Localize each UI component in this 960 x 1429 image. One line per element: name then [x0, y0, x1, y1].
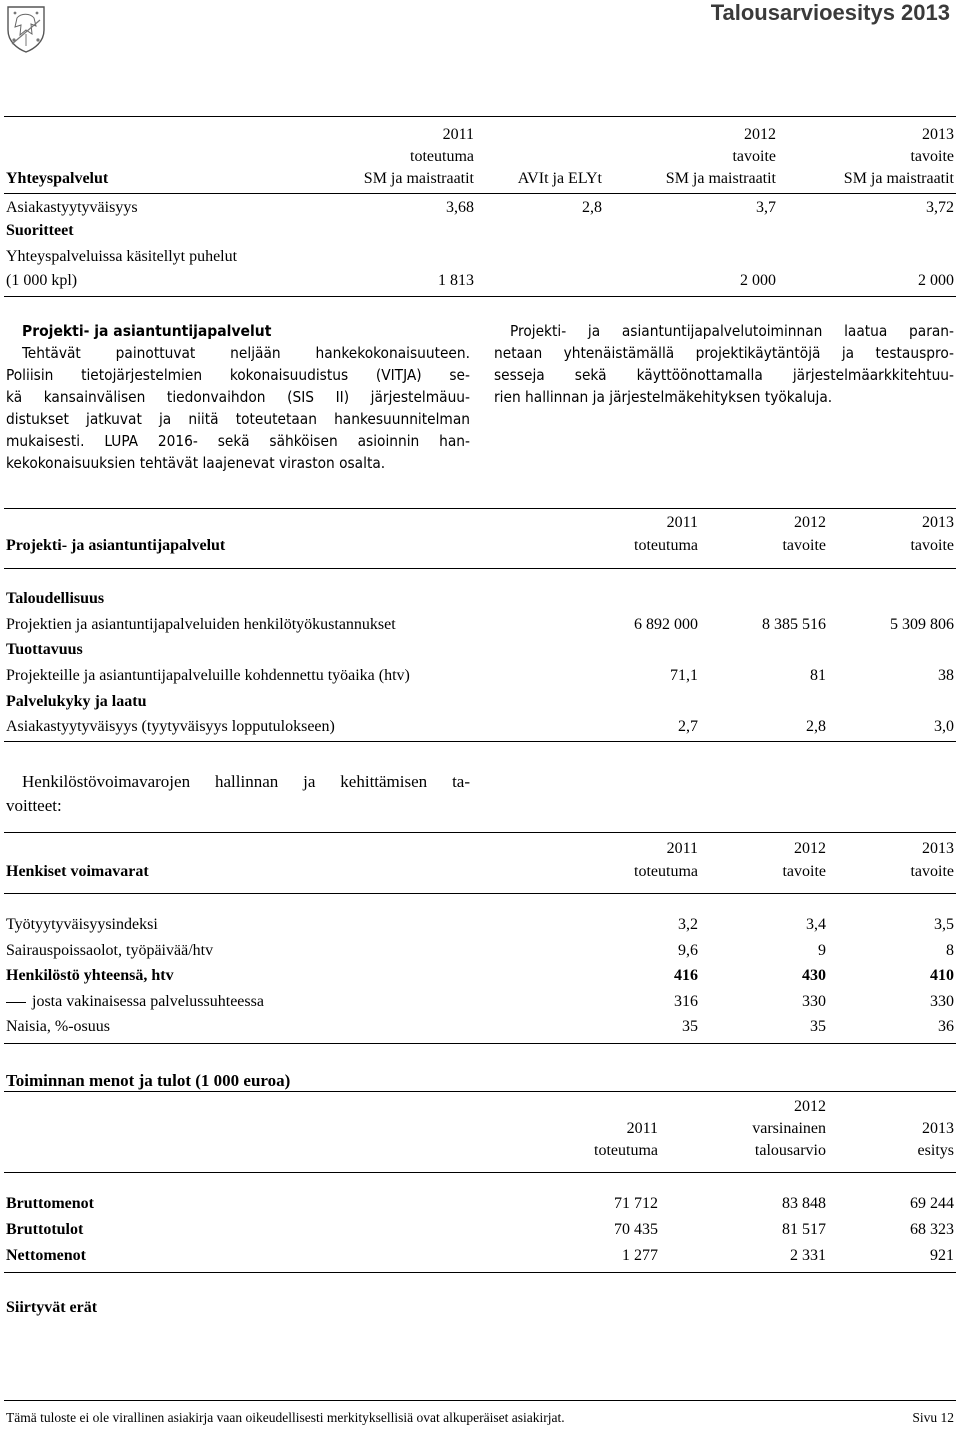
- table-bottom-rule: [4, 741, 956, 742]
- section-heading: Toiminnan menot ja tulot (1 000 euroa): [6, 1071, 291, 1090]
- t2-row-label: Asiakastyytyväisyys (tyytyväisyys lopputulokseen): [6, 718, 335, 735]
- t1-type-2012: tavoite: [732, 148, 776, 165]
- t3-row-value: 410: [930, 967, 954, 984]
- t4-row-label: Nettomenot: [6, 1247, 86, 1264]
- t4-row-label: Bruttomenot: [6, 1195, 94, 1212]
- t1-header-label: Yhteyspalvelut: [6, 170, 109, 187]
- paragraph-line: Tehtävät painottuvat neljään hankekokonaisuuteen.: [22, 344, 470, 362]
- t2-section: Taloudellisuus: [6, 590, 105, 607]
- t3-row-label: Naisia, %-osuus: [6, 1018, 110, 1035]
- t3-row-value: 9: [818, 942, 826, 959]
- t2-year-2011: 2011: [666, 514, 698, 531]
- t1-row-label: Asiakastyytyväisyys: [6, 199, 138, 216]
- paragraph-line: mukaisesti. LUPA 2016- sekä sähköisen asioinnin han-: [6, 432, 470, 450]
- t2-row-label: Projektien ja asiantuntijapalveluiden henkilötyökustannukset: [6, 616, 396, 633]
- t1-row-value: 3,7: [756, 199, 776, 216]
- t2-row-value: 8 385 516: [762, 616, 826, 633]
- paragraph-line: rien hallinnan ja järjestelmäkehityksen työkaluja.: [494, 388, 833, 406]
- t1-year-2011: 2011: [442, 126, 474, 143]
- t1-row-value: 2,8: [582, 199, 602, 216]
- t1-type-2013: tavoite: [910, 148, 954, 165]
- table-rule: [4, 1172, 956, 1173]
- t4-row-value: 69 244: [910, 1195, 954, 1212]
- t4-row-value: 83 848: [782, 1195, 826, 1212]
- t1-row-value: 3,68: [446, 199, 474, 216]
- table-top-rule: [4, 1091, 956, 1092]
- t1-row-value: 1 813: [438, 272, 474, 289]
- t2-row-value: 2,8: [806, 718, 826, 735]
- t2-section: Tuottavuus: [6, 641, 83, 658]
- t3-type-2013: tavoite: [910, 863, 954, 880]
- t1-section-suoritteet: Suoritteet: [6, 222, 74, 239]
- t1-row-label: (1 000 kpl): [6, 272, 78, 289]
- t3-year-2012: 2012: [794, 840, 826, 857]
- t4-header-talousarvio: talousarvio: [754, 1142, 826, 1159]
- em-dash-icon: [6, 1002, 26, 1003]
- t4-row-value: 70 435: [614, 1221, 658, 1238]
- t3-row-value: 8: [946, 942, 954, 959]
- t2-row-value: 2,7: [678, 718, 698, 735]
- t3-row-label: josta vakinaisessa palvelussuhteessa: [32, 993, 264, 1010]
- paragraph-line: voitteet:: [6, 796, 62, 815]
- t2-row-value: 6 892 000: [634, 616, 698, 633]
- table-bottom-rule: [4, 296, 956, 297]
- table-top-rule: [4, 116, 956, 117]
- paragraph-line: kä kansainvälisen tiedonvaihdon (SIS II) järjestelmäuu-: [6, 388, 470, 406]
- t2-row-value: 3,0: [934, 718, 954, 735]
- t2-year-2013: 2013: [922, 514, 954, 531]
- paragraph-line: Henkilöstövoimavarojen hallinnan ja kehittämisen ta-: [22, 772, 470, 791]
- t1-row-value: 2 000: [918, 272, 954, 289]
- table-bottom-rule: [4, 1043, 956, 1044]
- t1-type-2011: toteutuma: [410, 148, 474, 165]
- t3-row-value: 3,2: [678, 916, 698, 933]
- t2-type-2013: tavoite: [910, 537, 954, 554]
- t3-row-value: 3,4: [806, 916, 826, 933]
- t2-row-value: 5 309 806: [890, 616, 954, 633]
- t4-row-value: 1 277: [622, 1247, 658, 1264]
- t2-year-2012: 2012: [794, 514, 826, 531]
- table-rule: [4, 568, 956, 569]
- t3-row-value: 3,5: [934, 916, 954, 933]
- t4-row-value: 921: [930, 1247, 954, 1264]
- t2-type-2012: tavoite: [782, 537, 826, 554]
- t4-header-year-2011: 2011: [626, 1120, 658, 1137]
- document-title: Talousarvioesitys 2013: [710, 0, 950, 25]
- paragraph-right: [494, 320, 954, 408]
- paragraph-line: sesseja sekä käyttöönottamalla järjestelmäarkkitehtuu-: [494, 366, 954, 384]
- t1-col-sm-2013: SM ja maistraatit: [843, 170, 954, 187]
- t2-row-value: 71,1: [670, 667, 698, 684]
- paragraph-line: netaan yhtenäistämällä projektikäytäntöjä ja testauspro-: [494, 344, 954, 362]
- t4-header-esitys: esitys: [917, 1142, 954, 1159]
- t3-row-value: 330: [930, 993, 954, 1010]
- t4-row-label: Bruttotulot: [6, 1221, 84, 1238]
- t3-row-value: 416: [674, 967, 698, 984]
- t3-year-2013: 2013: [922, 840, 954, 857]
- t2-type-2011: toteutuma: [634, 537, 698, 554]
- footer-rule: [4, 1400, 956, 1401]
- t1-col-avit: AVIt ja ELYt: [517, 170, 602, 187]
- section-heading: Projekti- ja asiantuntijapalvelut: [22, 322, 272, 340]
- paragraph-line: kekokonaisuuksien tehtävät laajenevat viraston osalta.: [6, 454, 386, 472]
- t2-row-value: 81: [810, 667, 826, 684]
- t3-type-2011: toteutuma: [634, 863, 698, 880]
- table-top-rule: [4, 832, 956, 833]
- t4-header-varsinainen: varsinainen: [752, 1120, 826, 1137]
- t1-col-sm-2012: SM ja maistraatit: [665, 170, 776, 187]
- t2-row-value: 38: [938, 667, 954, 684]
- t4-header-toteutuma: toteutuma: [594, 1142, 658, 1159]
- paragraph-line: Poliisin tietojärjestelmien kokonaisuudistus (VITJA) se-: [6, 366, 470, 384]
- t3-row-value: 35: [810, 1018, 826, 1035]
- footer-disclaimer: Tämä tuloste ei ole virallinen asiakirja vaan oikeudellisesti merkityksellisiä ovat alkuperäiset asiakirjat.: [6, 1410, 565, 1425]
- t3-row-value: 330: [802, 993, 826, 1010]
- table-bottom-rule: [4, 1272, 956, 1273]
- t3-row-value: 316: [674, 993, 698, 1010]
- paragraph-line: Projekti- ja asiantuntijapalvelutoiminnan laatua paran-: [510, 322, 954, 340]
- t3-row-value: 35: [682, 1018, 698, 1035]
- staff-goals-paragraph: [22, 770, 470, 794]
- t3-row-label: Työtyytyväisyysindeksi: [6, 916, 158, 933]
- t4-header-year-2013: 2013: [922, 1120, 954, 1137]
- t1-col-sm-2011: SM ja maistraatit: [363, 170, 474, 187]
- t2-header-label: Projekti- ja asiantuntijapalvelut: [6, 537, 226, 554]
- t3-type-2012: tavoite: [782, 863, 826, 880]
- transferred-items-heading: Siirtyvät erät: [6, 1299, 98, 1316]
- table-rule: [4, 193, 956, 194]
- t4-row-value: 71 712: [614, 1195, 658, 1212]
- paragraph-left: [6, 342, 470, 474]
- table-rule: [4, 893, 956, 894]
- finnish-coat-of-arms-icon: [6, 4, 46, 54]
- table-top-rule: [4, 508, 956, 509]
- t2-row-label: Projekteille ja asiantuntijapalveluille kohdennettu työaika (htv): [6, 667, 410, 684]
- t4-header-year-2012: 2012: [794, 1098, 826, 1115]
- t1-year-2012: 2012: [744, 126, 776, 143]
- t1-row-value: 3,72: [926, 199, 954, 216]
- t4-row-value: 68 323: [910, 1221, 954, 1238]
- t3-year-2011: 2011: [666, 840, 698, 857]
- t1-row-label: Yhteyspalveluissa käsitellyt puhelut: [6, 248, 238, 265]
- t3-header-label: Henkiset voimavarat: [6, 863, 149, 880]
- t3-row-sub: [6, 991, 264, 1013]
- t1-row-value: 2 000: [740, 272, 776, 289]
- t4-row-value: 81 517: [782, 1221, 826, 1238]
- t4-row-value: 2 331: [790, 1247, 826, 1264]
- t1-year-2013: 2013: [922, 126, 954, 143]
- page-number: Sivu 12: [912, 1410, 954, 1425]
- t3-row-value: 430: [802, 967, 826, 984]
- t3-row-label: Sairauspoissaolot, työpäivää/htv: [6, 942, 214, 959]
- t3-row-value: 9,6: [678, 942, 698, 959]
- t3-row-value: 36: [938, 1018, 954, 1035]
- t2-section: Palvelukyky ja laatu: [6, 693, 147, 710]
- t3-row-label: Henkilöstö yhteensä, htv: [6, 967, 174, 984]
- paragraph-line: distukset jatkuvat ja niitä toteutetaan hankesuunnitelman: [6, 410, 470, 428]
